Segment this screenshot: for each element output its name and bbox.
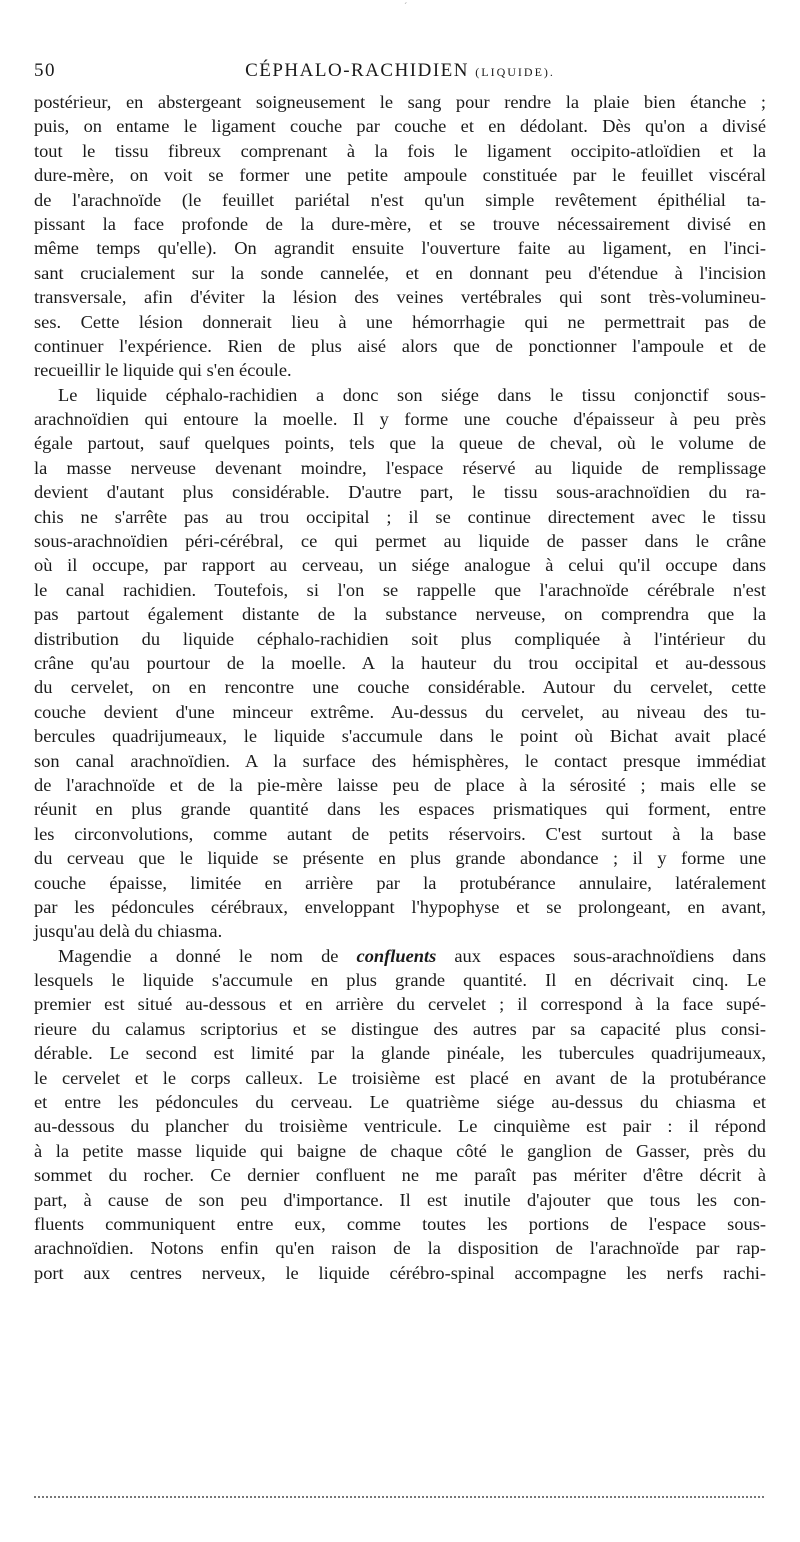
text-line: chis ne s'arrête pas au trou occipital ; il se continue directement avec le tissu <box>34 506 766 527</box>
text-line: continuer l'expérience. Rien de plus aisé alors que de ponctionner l'ampoule et de <box>34 335 766 356</box>
text-line: fluents communiquent entre eux, comme toutes les portions de l'espace sous- <box>34 1213 766 1234</box>
text-line: égale partout, sauf quelques points, tels que la queue de cheval, où le volume de <box>34 433 766 454</box>
text-line: premier est situé au-dessous et en arrière du cervelet ; il correspond à la face supé- <box>34 994 766 1015</box>
text-line: où il occupe, par rapport au cerveau, un siége analogue à celui qu'il occupe dans <box>34 555 766 576</box>
text-line: Magendie a donné le nom de confluents aux espaces sous-arachnoïdiens dans <box>58 945 766 966</box>
text-line: du cervelet, on en rencontre une couche considérable. Autour du cervelet, cette <box>34 677 766 698</box>
text-line: Le liquide céphalo-rachidien a donc son siége dans le tissu conjonctif sous- <box>58 384 766 405</box>
text-line: ses. Cette lésion donnerait lieu à une hémorrhagie qui ne permettrait pas de <box>34 311 766 332</box>
paragraph-3 <box>34 944 766 1285</box>
text-line: recueillir le liquide qui s'en écoule. <box>34 360 292 381</box>
text-line: tout le tissu fibreux comprenant à la fois le ligament occipito-atloïdien et la <box>34 140 766 161</box>
text-line: à la petite masse liquide qui baigne de chaque côté le ganglion de Gasser, près du <box>34 1140 766 1161</box>
text-line: sommet du rocher. Ce dernier confluent ne me paraît pas mériter d'être décrit à <box>34 1165 766 1186</box>
text-line: port aux centres nerveux, le liquide cérébro-spinal accompagne les nerfs rachi- <box>34 1262 766 1283</box>
text-line: par les pédoncules cérébraux, enveloppant l'hypophyse et se prolongeant, en avant, <box>34 896 766 917</box>
text-line: le cervelet et le corps calleux. Le troisième est placé en avant de la protubérance <box>34 1067 766 1088</box>
text-line: jusqu'au delà du chiasma. <box>34 921 223 942</box>
text-line: sant crucialement sur la sonde cannelée, et en donnant peu d'étendue à l'incision <box>34 262 766 283</box>
text-line: devient d'autant plus considérable. D'autre part, le tissu sous-arachnoïdien du ra- <box>34 482 766 503</box>
text-line: arachnoïdien. Notons enfin qu'en raison de la disposition de l'arachnoïde par rap- <box>34 1238 766 1259</box>
text-line: son canal arachnoïdien. A la surface des hémisphères, le contact presque immédiat <box>34 750 766 771</box>
text-line: crâne qu'au pourtour de la moelle. A la hauteur du trou occipital et au-dessous <box>34 652 766 673</box>
paragraph-2 <box>34 383 766 944</box>
text-line: la masse nerveuse devenant moindre, l'espace réservé au liquide de remplissage <box>34 457 766 478</box>
paragraph-1 <box>34 90 766 383</box>
text-line: le canal rachidien. Toutefois, si l'on se rappelle que l'arachnoïde cérébrale n'est <box>34 579 766 600</box>
text-line: puis, on entame le ligament couche par couche et en dédolant. Dès qu'on a divisé <box>34 116 766 137</box>
text-line: couche épaisse, limitée en arrière par la protubérance annulaire, latéralement <box>34 872 766 893</box>
header-title-block <box>34 60 766 82</box>
text-line: de l'arachnoïde et de la pie-mère laisse peu de place à la sérosité ; mais elle se <box>34 774 766 795</box>
text-line: les circonvolutions, comme autant de petits réservoirs. C'est surtout à la base <box>34 823 766 844</box>
text-line: sous-arachnoïdien péri-cérébral, ce qui permet au liquide de passer dans le crâne <box>34 531 766 552</box>
header-title: CÉPHALO-RACHIDIEN <box>245 60 470 81</box>
text-line: de l'arachnoïde (le feuillet pariétal n'est qu'un simple revêtement épithélial ta- <box>34 189 766 210</box>
text-line: dérable. Le second est limité par la glande pinéale, les tubercules quadrijumeaux, <box>34 1043 766 1064</box>
text-line: lesquels le liquide s'accumule en plus grande quantité. Il en décrivait cinq. Le <box>34 970 766 991</box>
ink-speck: ´ <box>404 2 408 13</box>
emphasis-term: confluents <box>356 945 437 966</box>
page-number: 50 <box>34 60 56 81</box>
text-line: réunit en plus grande quantité dans les espaces prismatiques qui forment, entre <box>34 799 766 820</box>
running-header <box>34 56 766 90</box>
text-line: au-dessous du plancher du troisième ventricule. Le cinquième est pair : il répond <box>34 1116 766 1137</box>
text-line: même temps qu'elle). On agrandit ensuite l'ouverture faite au ligament, en l'inci- <box>34 238 766 259</box>
text-line: couche devient d'une minceur extrême. Au-dessus du cervelet, au niveau des tu- <box>34 701 766 722</box>
text-line: rieure du calamus scriptorius et se distingue des autres par sa capacité plus consi- <box>34 1018 766 1039</box>
text-line: pissant la face profonde de la dure-mère, et se trouve nécessairement divisé en <box>34 213 766 234</box>
text-line: dure-mère, on voit se former une petite ampoule constituée par le feuillet viscéral <box>34 165 766 186</box>
text-line: transversale, afin d'éviter la lésion des veines vertébrales qui sont très-volumineu- <box>34 287 766 308</box>
text-line: part, à cause de son peu d'importance. Il est inutile d'ajouter que tous les con- <box>34 1189 766 1210</box>
text-line: distribution du liquide céphalo-rachidien soit plus compliquée à l'intérieur du <box>34 628 766 649</box>
text-line: postérieur, en abstergeant soigneusement le sang pour rendre la plaie bien étanche ; <box>34 92 766 112</box>
text-line: bercules quadrijumeaux, le liquide s'accumule dans le point où Bichat avait placé <box>34 726 766 747</box>
text-line: pas partout également distante de la substance nerveuse, on comprendra que la <box>34 604 766 625</box>
footer-dotted-rule <box>34 1496 764 1498</box>
header-subtitle: (LIQUIDE). <box>475 65 555 79</box>
text-line: et entre les pédoncules du cerveau. Le quatrième siége au-dessus du chiasma et <box>34 1092 766 1113</box>
document-page <box>34 56 766 1285</box>
text-line: du cerveau que le liquide se présente en plus grande abondance ; il y forme une <box>34 848 766 869</box>
text-line: arachnoïdien qui entoure la moelle. Il y forme une couche d'épaisseur à peu près <box>34 409 766 430</box>
